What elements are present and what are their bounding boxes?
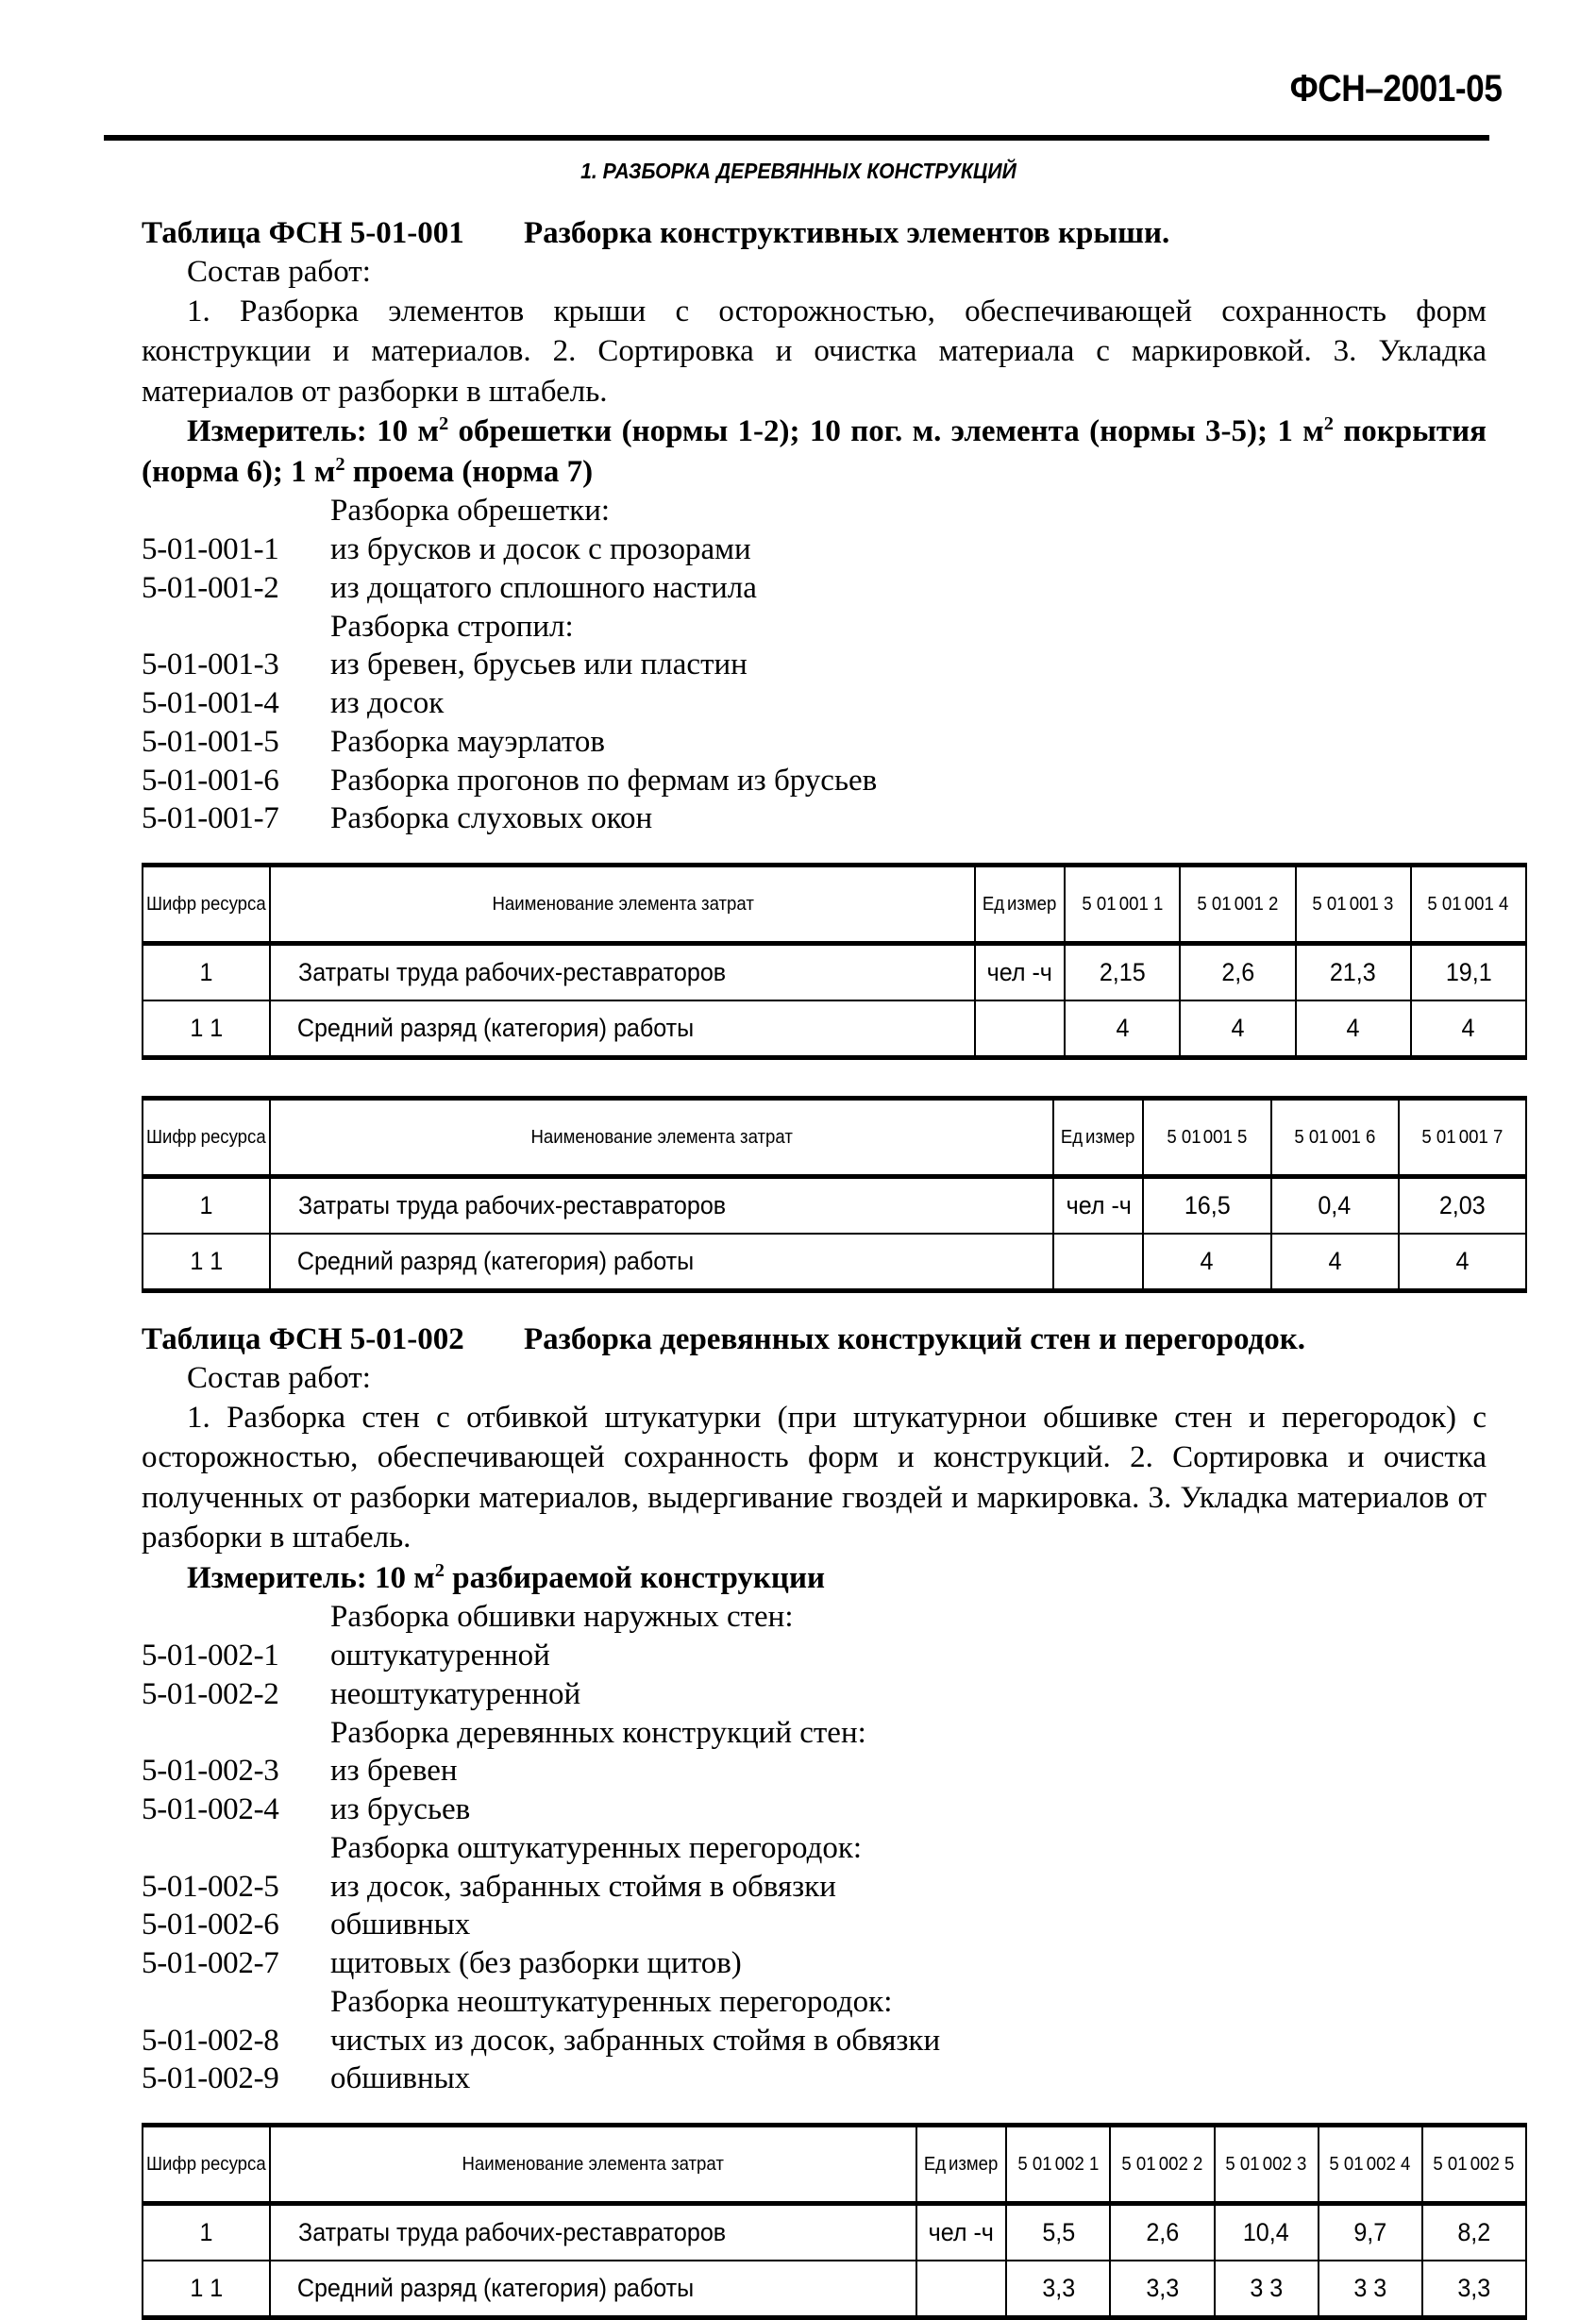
code-item-row xyxy=(142,2059,1487,2098)
code-group-row xyxy=(142,1714,1487,1753)
cell-value-3: 2,03 xyxy=(1399,1177,1526,1235)
cell-unit xyxy=(975,1000,1065,1058)
table-001-heading xyxy=(142,215,1487,252)
code-description: Разборка стропил: xyxy=(330,609,574,644)
cell-value-4: 4 xyxy=(1411,1000,1526,1058)
column-header-name: Наименование элемента затрат xyxy=(270,866,975,944)
cell-name: Средний разряд (категория) работы xyxy=(270,1000,975,1058)
cell-value-5: 3,3 xyxy=(1422,2261,1526,2318)
cell-value-1: 5,5 xyxy=(1006,2204,1110,2261)
table-001-sostav-label: Состав работ: xyxy=(187,254,371,289)
cell-value-1: 4 xyxy=(1143,1234,1270,1291)
cell-shifr: 1 xyxy=(143,944,270,1001)
cell-shifr: 1 1 xyxy=(143,1000,270,1058)
table-002-code-list xyxy=(142,1598,1487,2098)
code-number: 5-01-002-1 xyxy=(142,1639,279,1673)
section-title-text: 1. РАЗБОРКА ДЕРЕВЯННЫХ КОНСТРУКЦИЙ xyxy=(580,159,1016,183)
table-001-izmeritel-label: Измеритель: xyxy=(187,414,367,449)
cell-value-3: 4 xyxy=(1296,1000,1411,1058)
code-description: Разборка оштукатуренных перегородок: xyxy=(330,1830,863,1865)
column-header-code-3: 5 01 001 3 xyxy=(1296,866,1411,944)
code-number: 5-01-001-1 xyxy=(142,532,279,567)
code-group-row xyxy=(142,608,1487,647)
header-divider xyxy=(104,135,1489,141)
cell-value-1: 2,15 xyxy=(1065,944,1180,1001)
code-item-row xyxy=(142,1868,1487,1907)
cell-value-4: 3 3 xyxy=(1319,2261,1422,2318)
cell-value-2: 3,3 xyxy=(1110,2261,1214,2318)
code-description: из брусков и досок с прозорами xyxy=(330,532,751,567)
table-001-heading-title: Разборка конструктивных элементов крыши. xyxy=(524,216,1170,250)
code-number: 5-01-001-6 xyxy=(142,763,279,798)
cell-value-3: 4 xyxy=(1399,1234,1526,1291)
izmeritel-sup-2: 2 xyxy=(1323,413,1334,435)
code-item-row xyxy=(142,1906,1487,1944)
column-header-shifr: Шифр ресурса xyxy=(143,2126,270,2204)
izmeritel-sup-1: 2 xyxy=(438,413,449,435)
resource-table-001b xyxy=(142,1096,1527,1293)
code-item-row xyxy=(142,684,1487,723)
cell-shifr: 1 xyxy=(143,2204,270,2261)
table-002-heading-number: Таблица ФСН 5-01-002 xyxy=(142,1322,464,1357)
document-header xyxy=(0,68,1596,110)
cell-shifr: 1 1 xyxy=(143,2261,270,2318)
code-item-row xyxy=(142,1944,1487,1983)
column-header-shifr: Шифр ресурса xyxy=(143,866,270,944)
cell-shifr: 1 xyxy=(143,1177,270,1235)
code-description: из бревен xyxy=(330,1754,458,1789)
cell-value-2: 0,4 xyxy=(1271,1177,1399,1235)
table-row xyxy=(143,944,1526,1001)
table-row xyxy=(143,1000,1526,1058)
resource-table-002 xyxy=(142,2123,1527,2320)
code-number: 5-01-001-4 xyxy=(142,686,279,721)
table-row xyxy=(143,1234,1526,1291)
code-description: неоштукатуренной xyxy=(330,1676,581,1711)
code-number: 5-01-002-9 xyxy=(142,2061,279,2096)
cell-value-4: 9,7 xyxy=(1319,2204,1422,2261)
code-group-row xyxy=(142,1983,1487,2022)
code-description: обшивных xyxy=(330,1908,471,1942)
code-number: 5-01-001-2 xyxy=(142,570,279,605)
code-description: щитовых (без разборки щитов) xyxy=(330,1946,742,1981)
code-group-row xyxy=(142,1829,1487,1868)
column-header-name: Наименование элемента затрат xyxy=(270,2126,916,2204)
cell-value-1: 3,3 xyxy=(1006,2261,1110,2318)
cell-name: Средний разряд (категория) работы xyxy=(270,2261,916,2318)
code-item-row xyxy=(142,762,1487,800)
table-002-izmeritel-label: Измеритель: xyxy=(187,1560,367,1595)
document-body xyxy=(142,215,1515,2320)
code-description: Разборка обшивки наружных стен: xyxy=(330,1600,794,1635)
cell-unit: чел -ч xyxy=(975,944,1065,1001)
code-item-row xyxy=(142,1790,1487,1829)
code-number: 5-01-001-7 xyxy=(142,801,279,836)
table-001-heading-number: Таблица ФСН 5-01-001 xyxy=(142,216,464,250)
code-description: обшивных xyxy=(330,2061,471,2096)
code-number: 5-01-001-3 xyxy=(142,647,279,682)
document-code: ФСН–2001-05 xyxy=(1289,68,1502,109)
cell-unit: чел -ч xyxy=(1053,1177,1143,1235)
code-item-row xyxy=(142,1675,1487,1714)
code-item-row xyxy=(142,569,1487,608)
code-description: Разборка обрешетки: xyxy=(330,494,611,529)
code-number: 5-01-002-6 xyxy=(142,1908,279,1942)
code-description: Разборка слуховых окон xyxy=(330,801,653,836)
table-header-row xyxy=(143,866,1526,944)
code-description: Разборка прогонов по фермам из брусьев xyxy=(330,763,878,798)
column-header-unit: Ед измер xyxy=(975,866,1065,944)
column-header-code-1: 5 01 001 1 xyxy=(1065,866,1180,944)
code-description: из дощатого сплошного настила xyxy=(330,570,757,605)
cell-unit xyxy=(1053,1234,1143,1291)
cell-unit: чел -ч xyxy=(916,2204,1006,2261)
table-001-code-list xyxy=(142,492,1487,838)
code-description: оштукатуренной xyxy=(330,1639,550,1673)
code-item-row xyxy=(142,2022,1487,2060)
column-header-code-2: 5 01 001 2 xyxy=(1180,866,1295,944)
code-item-row xyxy=(142,799,1487,838)
code-item-row xyxy=(142,723,1487,762)
izmeritel-part-4: проема (норма 7) xyxy=(344,454,594,489)
section-title xyxy=(0,159,1596,184)
column-header-code-1: 5 01 002 1 xyxy=(1006,2126,1110,2204)
code-number: 5-01-002-7 xyxy=(142,1946,279,1981)
izmeritel2-sup-1: 2 xyxy=(434,1559,445,1581)
cell-value-4: 19,1 xyxy=(1411,944,1526,1001)
code-item-row xyxy=(142,1752,1487,1790)
cell-value-2: 2,6 xyxy=(1110,2204,1214,2261)
izmeritel-part-3: покрытия (норма 6); 1 м xyxy=(142,414,1487,489)
code-number: 5-01-001-5 xyxy=(142,724,279,759)
code-number: 5-01-002-5 xyxy=(142,1869,279,1904)
izmeritel2-part-2: разбираемой конструкции xyxy=(444,1560,825,1595)
table-header-row xyxy=(143,2126,1526,2204)
column-header-code-2: 5 01 001 6 xyxy=(1271,1099,1399,1177)
table-001-izmeritel xyxy=(142,412,1487,492)
code-description: Разборка мауэрлатов xyxy=(330,724,605,759)
cell-value-5: 8,2 xyxy=(1422,2204,1526,2261)
code-description: из досок xyxy=(330,686,445,721)
izmeritel-sup-3: 2 xyxy=(335,453,345,475)
code-group-row xyxy=(142,492,1487,530)
cell-value-2: 4 xyxy=(1271,1234,1399,1291)
code-description: чистых из досок, забранных стоймя в обвязки xyxy=(330,2023,941,2058)
table-001-sostav-text: 1. Разборка элементов крыши с осторожностью, обеспечивающей сохранность форм конструкции и материалов. 2. Сортировка и очистка материала с маркировкой. 3. Укладка материалов от разборки в штабель. xyxy=(142,294,1487,409)
cell-unit xyxy=(916,2261,1006,2318)
code-number: 5-01-002-8 xyxy=(142,2023,279,2058)
code-number: 5-01-002-4 xyxy=(142,1792,279,1827)
cell-value-3: 21,3 xyxy=(1296,944,1411,1001)
code-group-row xyxy=(142,1598,1487,1637)
cell-value-3: 3 3 xyxy=(1215,2261,1319,2318)
table-002-heading-title: Разборка деревянных конструкций стен и перегородок. xyxy=(524,1322,1306,1357)
cell-value-2: 2,6 xyxy=(1180,944,1295,1001)
column-header-code-4: 5 01 002 4 xyxy=(1319,2126,1422,2204)
table-row xyxy=(143,1177,1526,1235)
cell-shifr: 1 1 xyxy=(143,1234,270,1291)
column-header-code-3: 5 01 002 3 xyxy=(1215,2126,1319,2204)
table-002-sostav-label: Состав работ: xyxy=(187,1361,371,1396)
table-row xyxy=(143,2204,1526,2261)
column-header-code-1: 5 01 001 5 xyxy=(1143,1099,1270,1177)
code-item-row xyxy=(142,1637,1487,1675)
cell-value-1: 4 xyxy=(1065,1000,1180,1058)
column-header-unit: Ед измер xyxy=(916,2126,1006,2204)
column-header-code-4: 5 01 001 4 xyxy=(1411,866,1526,944)
table-header-row xyxy=(143,1099,1526,1177)
code-item-row xyxy=(142,530,1487,569)
column-header-code-5: 5 01 002 5 xyxy=(1422,2126,1526,2204)
cell-value-1: 16,5 xyxy=(1143,1177,1270,1235)
code-description: Разборка неоштукатуренных перегородок: xyxy=(330,1984,893,2019)
code-description: из бревен, брусьев или пластин xyxy=(330,647,748,682)
cell-name: Затраты труда рабочих-реставраторов xyxy=(270,2204,916,2261)
column-header-unit: Ед измер xyxy=(1053,1099,1143,1177)
table-002-heading xyxy=(142,1321,1487,1358)
column-header-code-2: 5 01 002 2 xyxy=(1110,2126,1214,2204)
code-description: из брусьев xyxy=(330,1792,471,1827)
cell-value-3: 10,4 xyxy=(1215,2204,1319,2261)
cell-value-2: 4 xyxy=(1180,1000,1295,1058)
izmeritel2-part-1: 10 м xyxy=(366,1560,435,1595)
table-row xyxy=(143,2261,1526,2318)
izmeritel-part-2: обрешетки (нормы 1-2); 10 пог. м. элемента (нормы 3-5); 1 м xyxy=(448,414,1324,449)
code-item-row xyxy=(142,646,1487,684)
cell-name: Затраты труда рабочих-реставраторов xyxy=(270,944,975,1001)
column-header-shifr: Шифр ресурса xyxy=(143,1099,270,1177)
column-header-code-3: 5 01 001 7 xyxy=(1399,1099,1526,1177)
izmeritel-part-1: 10 м xyxy=(366,414,439,449)
cell-name: Средний разряд (категория) работы xyxy=(270,1234,1053,1291)
column-header-name: Наименование элемента затрат xyxy=(270,1099,1053,1177)
code-number: 5-01-002-3 xyxy=(142,1754,279,1789)
code-description: Разборка деревянных конструкций стен: xyxy=(330,1715,866,1750)
table-002-sostav-text: 1. Разборка стен с отбивкой штукатурки (при штукатурнои обшивке стен и перегородок) с осторожностью, обеспечивающей сохранность форм и конструкций. 2. Сортировка и очистка полученных от разборки материалов, выдергивание гвоздей и маркировка. 3. Укладка материалов от разборки в штабель. xyxy=(142,1400,1487,1555)
code-number: 5-01-002-2 xyxy=(142,1676,279,1711)
cell-name: Затраты труда рабочих-реставраторов xyxy=(270,1177,1053,1235)
resource-table-001a xyxy=(142,863,1527,1060)
code-description: из досок, забранных стоймя в обвязки xyxy=(330,1869,836,1904)
table-002-izmeritel xyxy=(142,1558,1487,1599)
